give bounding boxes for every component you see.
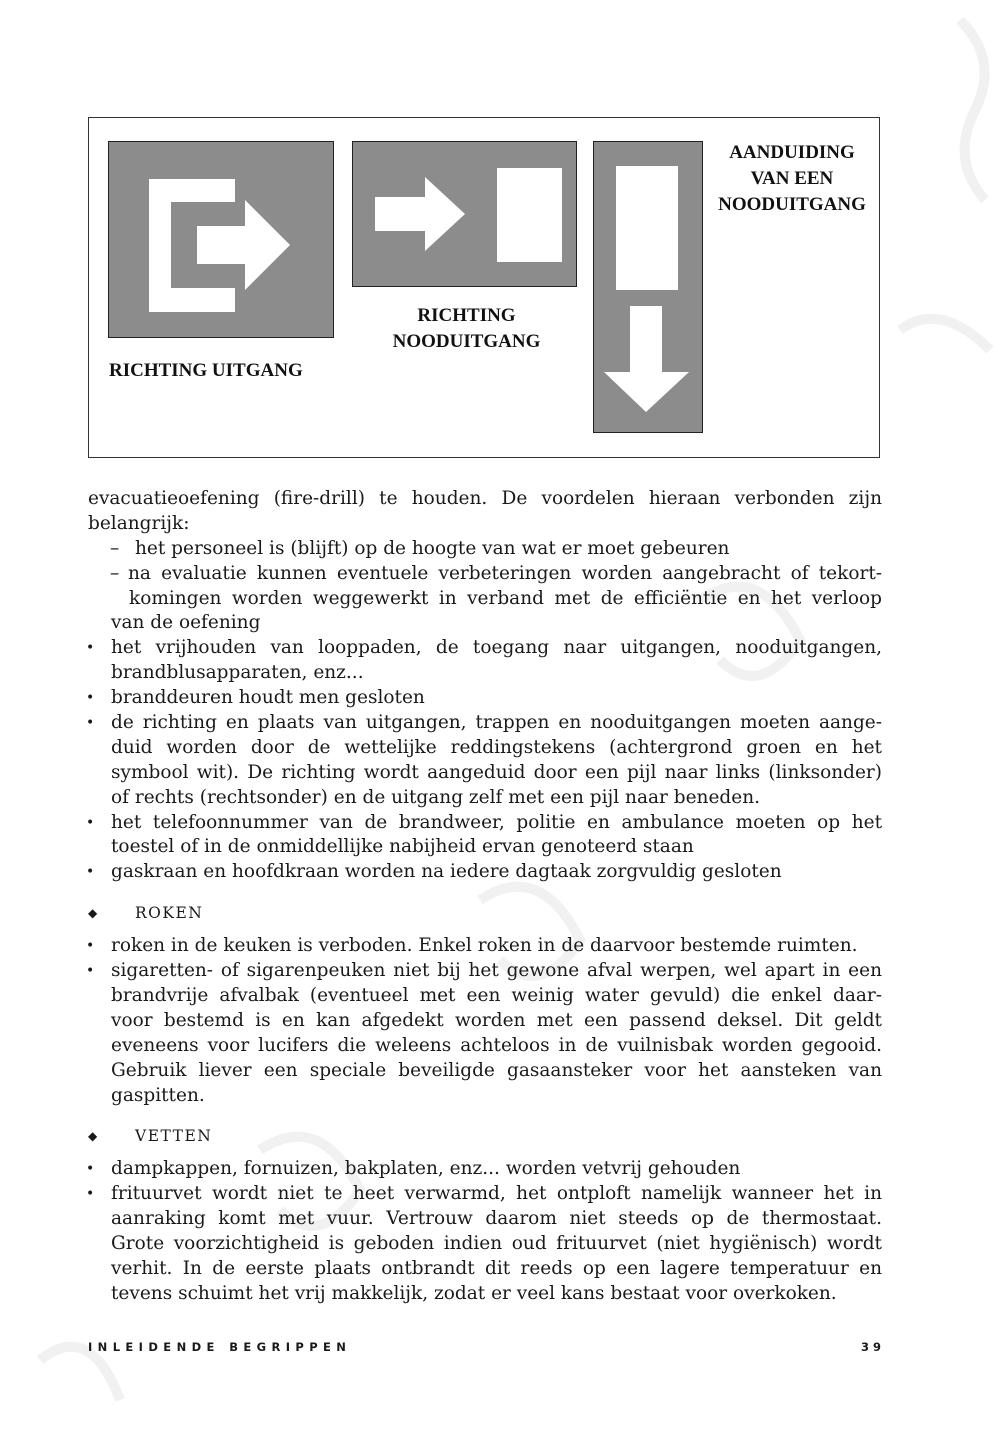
text-line: of rechts (rechtsonder) en de uitgang zelf met een pijl naar beneden.	[111, 786, 760, 808]
emergency-direction-sign	[352, 141, 577, 287]
text-line: het vrijhouden van looppaden, de toegang naar uitgangen, nooduitgangen,	[111, 637, 882, 659]
bullet-item	[88, 934, 882, 959]
bullet-marker: •	[86, 715, 95, 732]
bullet-item	[88, 1157, 882, 1182]
label-emergency-direction: RICHTING NOODUITGANG	[392, 305, 541, 352]
text-line: na evaluatie kunnen eventuele verbeteringen worden aangebracht of tekort-	[128, 562, 882, 584]
bullet-item	[88, 636, 882, 686]
diamond-marker: ◆	[88, 1129, 99, 1144]
text-line: brandvrije afvalbak (eventueel met een weinig water gevuld) die enkel daar-	[111, 985, 882, 1007]
text-line: branddeuren houdt men gesloten	[111, 687, 425, 709]
text-line: van de oefening	[111, 612, 261, 634]
text-line: dampkappen, fornuizen, bakplaten, enz... worden vetvrij gehouden	[111, 1158, 741, 1180]
bullet-item	[88, 811, 882, 861]
text-line: het telefoonnummer van de brandweer, politie en ambulance moeten op het	[111, 811, 882, 833]
text-line: evacuatieoefening (fire-drill) te houden. De voordelen hieraan verbonden zijn	[88, 488, 882, 509]
arrow-to-door-icon	[353, 142, 578, 288]
bullet-marker: •	[86, 864, 95, 881]
bullet-item	[88, 860, 882, 885]
emergency-exit-sign	[593, 141, 703, 433]
label-emergency-exit: AANDUIDING VAN EEN NOODUITGANG	[718, 142, 866, 215]
text-line: voor bestemd is en kan afgedekt worden met een passend deksel. Dit geldt	[111, 1009, 882, 1031]
bullet-marker: •	[86, 963, 95, 980]
dash-marker: –	[110, 562, 120, 584]
section-heading-roken	[88, 901, 882, 926]
heading-text: ROKEN	[135, 904, 204, 923]
text-line: belangrijk:	[88, 512, 190, 534]
page-footer	[88, 1340, 885, 1358]
text-line: aanraking komt met vuur. Vertrouw daarom niet steeds op de thermostaat.	[111, 1208, 882, 1230]
text-line: verhit. In de eerste plaats ontbrandt dit reeds op een lagere temperatuur en	[111, 1258, 882, 1280]
text-line: eveneens voor lucifers die weleens achteloos in de vuilnisbak worden gegooid.	[111, 1034, 882, 1056]
label-exit-direction: RICHTING UITGANG	[109, 360, 303, 381]
bullet-marker: •	[86, 938, 95, 955]
bullet-item	[88, 959, 882, 1108]
bullet-item	[88, 686, 882, 711]
text-line: symbool wit). De richting wordt aangeduid door een pijl naar links (linksonder)	[111, 761, 882, 783]
text-line: Grote voorzichtigheid is geboden indien oud frituurvet (niet hygiënisch) wordt	[111, 1233, 882, 1255]
door-arrow-down-icon	[594, 142, 704, 434]
exit-direction-sign	[108, 141, 334, 338]
bullet-marker: •	[86, 690, 95, 707]
dash-item	[88, 562, 882, 637]
text-line: gaspitten.	[111, 1084, 205, 1106]
text-line: komingen worden weggewerkt in verband met de efficiëntie en het verloop	[129, 587, 882, 609]
text-line: frituurvet wordt niet te heet verwarmd, het ontploft namelijk wanneer het in	[111, 1183, 882, 1205]
footer-title: INLEIDENDE BEGRIPPEN	[88, 1340, 352, 1354]
heading-text: VETTEN	[135, 1127, 213, 1146]
dash-marker: –	[110, 537, 120, 559]
bullet-item	[88, 1182, 882, 1306]
exit-door-arrow-icon	[109, 142, 335, 339]
page-number: 39	[860, 1340, 885, 1354]
text-line: toestel of in de onmiddellijke nabijheid ervan genoteerd staan	[111, 836, 694, 858]
text-line: tevens schuimt het vrij makkelijk, zodat er veel kans bestaat voor overkoken.	[111, 1282, 837, 1304]
text-line: de richting en plaats van uitgangen, trappen en nooduitgangen moeten aange-	[111, 712, 882, 734]
diamond-marker: ◆	[88, 906, 99, 921]
bullet-item	[88, 711, 882, 811]
text-line: sigaretten- of sigarenpeuken niet bij het gewone afval werpen, wel apart in een	[111, 960, 882, 982]
body-text	[88, 487, 882, 1307]
exit-signs-figure	[88, 117, 880, 458]
text-line: gaskraan en hoofdkraan worden na iedere dagtaak zorgvuldig gesloten	[111, 861, 782, 883]
bullet-marker: •	[86, 1186, 95, 1203]
text-line: Gebruik liever een speciale beveiligde gasaansteker voor het aansteken van	[111, 1059, 882, 1081]
text-line: duid worden door de wettelijke reddingstekens (achtergrond groen en het	[111, 736, 882, 758]
bullet-marker: •	[86, 640, 95, 657]
text-line: het personeel is (blijft) op de hoogte van wat er moet gebeuren	[135, 537, 730, 559]
bullet-marker: •	[86, 814, 95, 831]
section-heading-vetten	[88, 1124, 882, 1149]
dash-item	[88, 537, 882, 562]
intro-paragraph	[88, 487, 882, 537]
text-line: brandblusapparaten, enz...	[111, 662, 364, 684]
bullet-marker: •	[86, 1161, 95, 1178]
text-line: roken in de keuken is verboden. Enkel roken in de daarvoor bestemde ruimten.	[111, 935, 858, 957]
